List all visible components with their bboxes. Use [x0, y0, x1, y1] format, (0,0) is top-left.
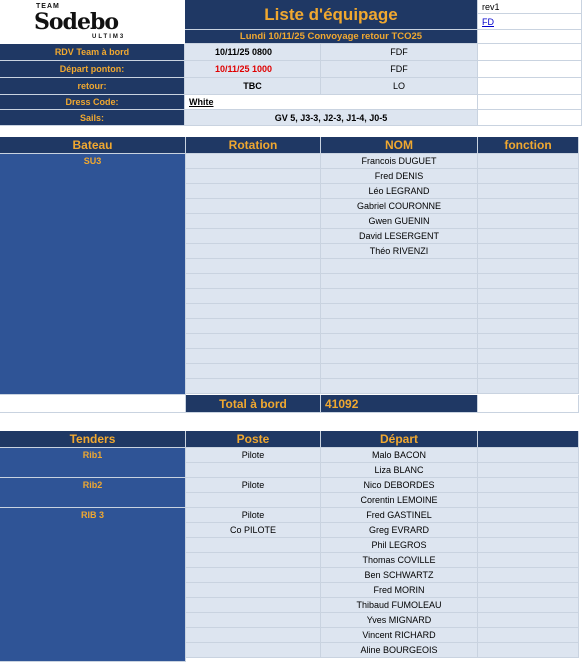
rotation-cell[interactable]	[186, 334, 321, 349]
rdv-place[interactable]: FDF	[321, 44, 478, 61]
header-tenders: Tenders	[0, 431, 186, 448]
tender-extra-cell[interactable]	[478, 508, 579, 523]
tender-extra-cell[interactable]	[478, 643, 579, 658]
crew-name-cell[interactable]	[321, 364, 478, 379]
rotation-cell[interactable]	[186, 319, 321, 334]
fonction-cell[interactable]	[478, 334, 579, 349]
sails-value[interactable]: GV 5, J3-3, J2-3, J1-4, J0-5	[185, 110, 478, 126]
poste-cell[interactable]	[186, 538, 321, 553]
fonction-cell[interactable]	[478, 304, 579, 319]
fonction-cell[interactable]	[478, 199, 579, 214]
poste-cell[interactable]	[186, 613, 321, 628]
rotation-cell[interactable]	[186, 184, 321, 199]
rotation-cell[interactable]	[186, 214, 321, 229]
poste-cell[interactable]	[186, 463, 321, 478]
author-cell	[478, 14, 582, 30]
depart-name-cell[interactable]: Phil LEGROS	[321, 538, 478, 553]
depart-place[interactable]: FDF	[321, 61, 478, 78]
empty-cell	[478, 395, 579, 413]
depart-name-cell[interactable]: Fred MORIN	[321, 583, 478, 598]
depart-name-cell[interactable]: Corentin LEMOINE	[321, 493, 478, 508]
poste-cell[interactable]	[186, 568, 321, 583]
rotation-cell[interactable]	[186, 154, 321, 169]
dress-code-value[interactable]: White	[185, 95, 478, 110]
tender-extra-cell[interactable]	[478, 523, 579, 538]
depart-name-cell[interactable]: Vincent RICHARD	[321, 628, 478, 643]
fonction-cell[interactable]	[478, 229, 579, 244]
page-title: Liste d'équipage	[185, 0, 478, 30]
crew-name-cell[interactable]: Gabriel COURONNE	[321, 199, 478, 214]
boat-cell[interactable]: SU3	[0, 154, 186, 395]
tender-extra-cell[interactable]	[478, 463, 579, 478]
poste-cell[interactable]: Pilote	[186, 478, 321, 493]
depart-name-cell[interactable]: Yves MIGNARD	[321, 613, 478, 628]
empty-cell	[478, 61, 582, 78]
poste-cell[interactable]	[186, 643, 321, 658]
crew-name-cell[interactable]	[321, 259, 478, 274]
empty-cell	[478, 30, 582, 44]
fonction-cell[interactable]	[478, 154, 579, 169]
rotation-cell[interactable]	[186, 259, 321, 274]
crew-name-cell[interactable]: Léo LEGRAND	[321, 184, 478, 199]
poste-cell[interactable]	[186, 493, 321, 508]
poste-cell[interactable]	[186, 583, 321, 598]
crew-name-cell[interactable]: David LESERGENT	[321, 229, 478, 244]
depart-name-cell[interactable]: Fred GASTINEL	[321, 508, 478, 523]
tender-extra-cell[interactable]	[478, 478, 579, 493]
retour-label: retour:	[0, 78, 185, 95]
empty-cell	[0, 395, 186, 413]
poste-cell[interactable]: Pilote	[186, 508, 321, 523]
rotation-cell[interactable]	[186, 244, 321, 259]
tender-extra-cell[interactable]	[478, 538, 579, 553]
fonction-cell[interactable]	[478, 244, 579, 259]
tender-extra-cell[interactable]	[478, 448, 579, 463]
tender-extra-cell[interactable]	[478, 583, 579, 598]
depart-name-cell[interactable]: Thibaud FUMOLEAU	[321, 598, 478, 613]
poste-cell[interactable]	[186, 598, 321, 613]
retour-place[interactable]: LO	[321, 78, 478, 95]
logo-team-text: TEAM	[36, 3, 60, 10]
crew-name-cell[interactable]	[321, 334, 478, 349]
rotation-cell[interactable]	[186, 229, 321, 244]
poste-cell[interactable]: Co PILOTE	[186, 523, 321, 538]
dress-code-label: Dress Code:	[0, 95, 185, 110]
fonction-cell[interactable]	[478, 349, 579, 364]
logo-brand-text: Sodebo	[34, 9, 118, 35]
rotation-cell[interactable]	[186, 349, 321, 364]
revision-label: rev1	[478, 0, 582, 14]
crew-name-cell[interactable]	[321, 319, 478, 334]
sails-label: Sails:	[0, 110, 185, 126]
tender-extra-cell[interactable]	[478, 613, 579, 628]
header-rotation: Rotation	[186, 137, 321, 154]
header-depart: Départ	[321, 431, 478, 448]
fonction-cell[interactable]	[478, 214, 579, 229]
team-logo	[0, 0, 185, 44]
total-label: Total à bord	[186, 395, 321, 413]
depart-value[interactable]: 10/11/25 1000	[185, 61, 321, 78]
rotation-cell[interactable]	[186, 169, 321, 184]
tender-rib1[interactable]: Rib1	[0, 448, 186, 478]
fonction-cell[interactable]	[478, 364, 579, 379]
tender-rib3[interactable]: RIB 3	[0, 508, 186, 662]
header-nom: NOM	[321, 137, 478, 154]
tender-extra-cell[interactable]	[478, 553, 579, 568]
retour-value[interactable]: TBC	[185, 78, 321, 95]
rotation-cell[interactable]	[186, 199, 321, 214]
crew-name-cell[interactable]: Gwen GUENIN	[321, 214, 478, 229]
tender-rib2[interactable]: Rib2	[0, 478, 186, 508]
fonction-cell[interactable]	[478, 184, 579, 199]
empty-cell	[478, 95, 582, 110]
page-subtitle: Lundi 10/11/25 Convoyage retour TCO25	[185, 30, 478, 44]
rotation-cell[interactable]	[186, 274, 321, 289]
fonction-cell[interactable]	[478, 274, 579, 289]
rotation-cell[interactable]	[186, 364, 321, 379]
depart-name-cell[interactable]: Nico DEBORDES	[321, 478, 478, 493]
depart-name-cell[interactable]: Liza BLANC	[321, 463, 478, 478]
depart-label: Départ ponton:	[0, 61, 185, 78]
empty-cell	[478, 78, 582, 95]
header-empty	[478, 431, 579, 448]
crew-name-cell[interactable]: Théo RIVENZI	[321, 244, 478, 259]
total-value: 41092	[321, 395, 478, 413]
header-poste: Poste	[186, 431, 321, 448]
rdv-label: RDV Team à bord	[0, 44, 185, 61]
tender-extra-cell[interactable]	[478, 628, 579, 643]
empty-cell	[478, 44, 582, 61]
fonction-cell[interactable]	[478, 319, 579, 334]
depart-name-cell[interactable]: Thomas COVILLE	[321, 553, 478, 568]
logo-sub-text: ULTIM3	[92, 34, 126, 40]
depart-name-cell[interactable]: Malo BACON	[321, 448, 478, 463]
rdv-value[interactable]: 10/11/25 0800	[185, 44, 321, 61]
tender-extra-cell[interactable]	[478, 493, 579, 508]
header-bateau: Bateau	[0, 137, 186, 154]
rotation-cell[interactable]	[186, 379, 321, 394]
fonction-cell[interactable]	[478, 379, 579, 394]
poste-cell[interactable]: Pilote	[186, 448, 321, 463]
fonction-cell[interactable]	[478, 289, 579, 304]
author-link[interactable]: FD	[482, 16, 494, 27]
depart-name-cell[interactable]: Greg EVRARD	[321, 523, 478, 538]
empty-cell	[478, 110, 582, 126]
rotation-cell[interactable]	[186, 304, 321, 319]
fonction-cell[interactable]	[478, 259, 579, 274]
crew-name-cell[interactable]	[321, 289, 478, 304]
depart-name-cell[interactable]: Aline BOURGEOIS	[321, 643, 478, 658]
tender-extra-cell[interactable]	[478, 568, 579, 583]
depart-name-cell[interactable]: Ben SCHWARTZ	[321, 568, 478, 583]
poste-cell[interactable]	[186, 553, 321, 568]
tender-extra-cell[interactable]	[478, 598, 579, 613]
crew-name-cell[interactable]: Fred DENIS	[321, 169, 478, 184]
crew-name-cell[interactable]: Francois DUGUET	[321, 154, 478, 169]
crew-name-cell[interactable]	[321, 274, 478, 289]
rotation-cell[interactable]	[186, 289, 321, 304]
crew-name-cell[interactable]	[321, 304, 478, 319]
fonction-cell[interactable]	[478, 169, 579, 184]
poste-cell[interactable]	[186, 628, 321, 643]
header-fonction: fonction	[478, 137, 579, 154]
crew-name-cell[interactable]	[321, 379, 478, 394]
crew-name-cell[interactable]	[321, 349, 478, 364]
